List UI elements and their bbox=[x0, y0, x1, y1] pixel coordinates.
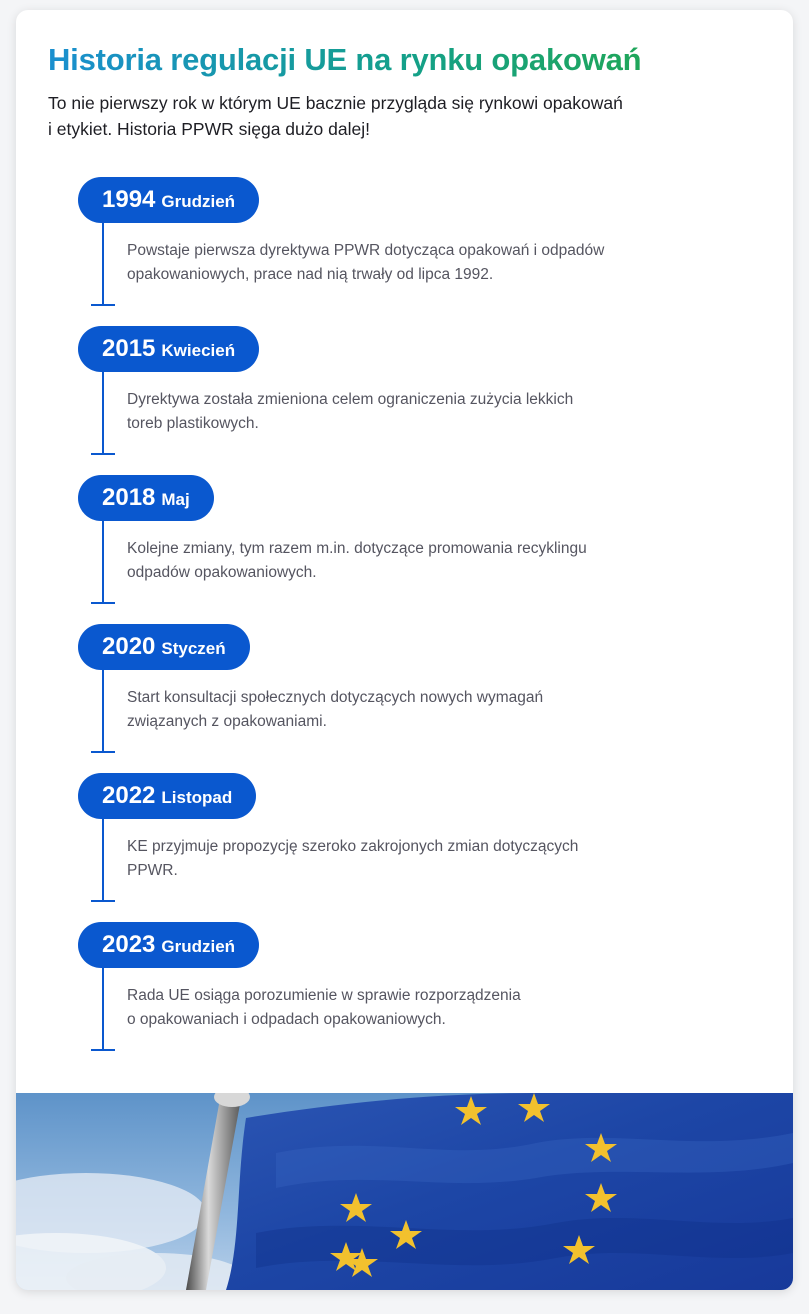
timeline-connector bbox=[102, 670, 104, 752]
timeline-tick bbox=[91, 751, 115, 753]
timeline-connector bbox=[102, 521, 104, 603]
entry-description bbox=[127, 537, 687, 585]
timeline-entry-2018 bbox=[16, 475, 793, 624]
description-line-2: toreb plastikowych. bbox=[127, 415, 259, 432]
description-line-1: Rada UE osiąga porozumienie w sprawie rozporządzenia bbox=[127, 987, 521, 1004]
entry-description bbox=[127, 835, 687, 883]
description-line-2: PPWR. bbox=[127, 862, 178, 879]
intro-text bbox=[48, 90, 728, 142]
timeline-entry-2020 bbox=[16, 624, 793, 773]
month-label: Maj bbox=[161, 490, 190, 509]
page-title: Historia regulacji UE na rynku opakowań bbox=[48, 42, 642, 77]
timeline-connector bbox=[102, 223, 104, 305]
intro-line-1: To nie pierwszy rok w którym UE bacznie przygląda się rynkowi opakowań bbox=[48, 93, 623, 113]
month-label: Listopad bbox=[161, 788, 233, 807]
timeline-connector bbox=[102, 372, 104, 454]
entry-description bbox=[127, 388, 687, 436]
description-line-2: odpadów opakowaniowych. bbox=[127, 564, 317, 581]
timeline-connector bbox=[102, 819, 104, 901]
date-pill bbox=[78, 624, 250, 670]
description-line-1: Start konsultacji społecznych dotyczących nowych wymagań bbox=[127, 689, 544, 706]
date-pill bbox=[78, 773, 256, 819]
timeline-entry-2023 bbox=[16, 922, 793, 1071]
timeline-tick bbox=[91, 304, 115, 306]
description-line-2: o opakowaniach i odpadach opakowaniowych. bbox=[127, 1011, 446, 1028]
description-line-2: związanych z opakowaniami. bbox=[127, 713, 327, 730]
year-label: 2020 bbox=[102, 633, 156, 660]
timeline-tick bbox=[91, 1049, 115, 1051]
timeline-tick bbox=[91, 453, 115, 455]
description-line-1: Kolejne zmiany, tym razem m.in. dotyczące promowania recyklingu bbox=[127, 540, 587, 557]
month-label: Styczeń bbox=[161, 639, 226, 658]
timeline-tick bbox=[91, 900, 115, 902]
year-label: 2022 bbox=[102, 782, 156, 809]
timeline-entry-2022 bbox=[16, 773, 793, 922]
year-label: 2015 bbox=[102, 335, 156, 362]
date-pill bbox=[78, 475, 214, 521]
date-pill bbox=[78, 922, 259, 968]
date-pill bbox=[78, 326, 259, 372]
eu-flag-illustration bbox=[16, 1093, 793, 1290]
timeline-entry-2015 bbox=[16, 326, 793, 475]
entry-description bbox=[127, 984, 687, 1032]
date-pill bbox=[78, 177, 259, 223]
description-line-1: KE przyjmuje propozycję szeroko zakrojonych zmian dotyczących bbox=[127, 838, 579, 855]
year-label: 2023 bbox=[102, 931, 156, 958]
month-label: Kwiecień bbox=[161, 341, 236, 360]
timeline-tick bbox=[91, 602, 115, 604]
entry-description bbox=[127, 686, 687, 734]
timeline-connector bbox=[102, 968, 104, 1050]
month-label: Grudzień bbox=[161, 937, 236, 956]
entry-description bbox=[127, 239, 687, 287]
year-label: 2018 bbox=[102, 484, 156, 511]
year-label: 1994 bbox=[102, 186, 156, 213]
intro-line-2: i etykiet. Historia PPWR sięga dużo dalej! bbox=[48, 119, 370, 139]
eu-flag-photo bbox=[16, 1093, 793, 1290]
month-label: Grudzień bbox=[161, 192, 236, 211]
description-line-2: opakowaniowych, prace nad nią trwały od lipca 1992. bbox=[127, 266, 494, 283]
history-card bbox=[16, 10, 793, 1290]
description-line-1: Powstaje pierwsza dyrektywa PPWR dotycząca opakowań i odpadów bbox=[127, 242, 605, 259]
description-line-1: Dyrektywa została zmieniona celem ograniczenia zużycia lekkich bbox=[127, 391, 574, 408]
timeline-entry-1994 bbox=[16, 177, 793, 326]
